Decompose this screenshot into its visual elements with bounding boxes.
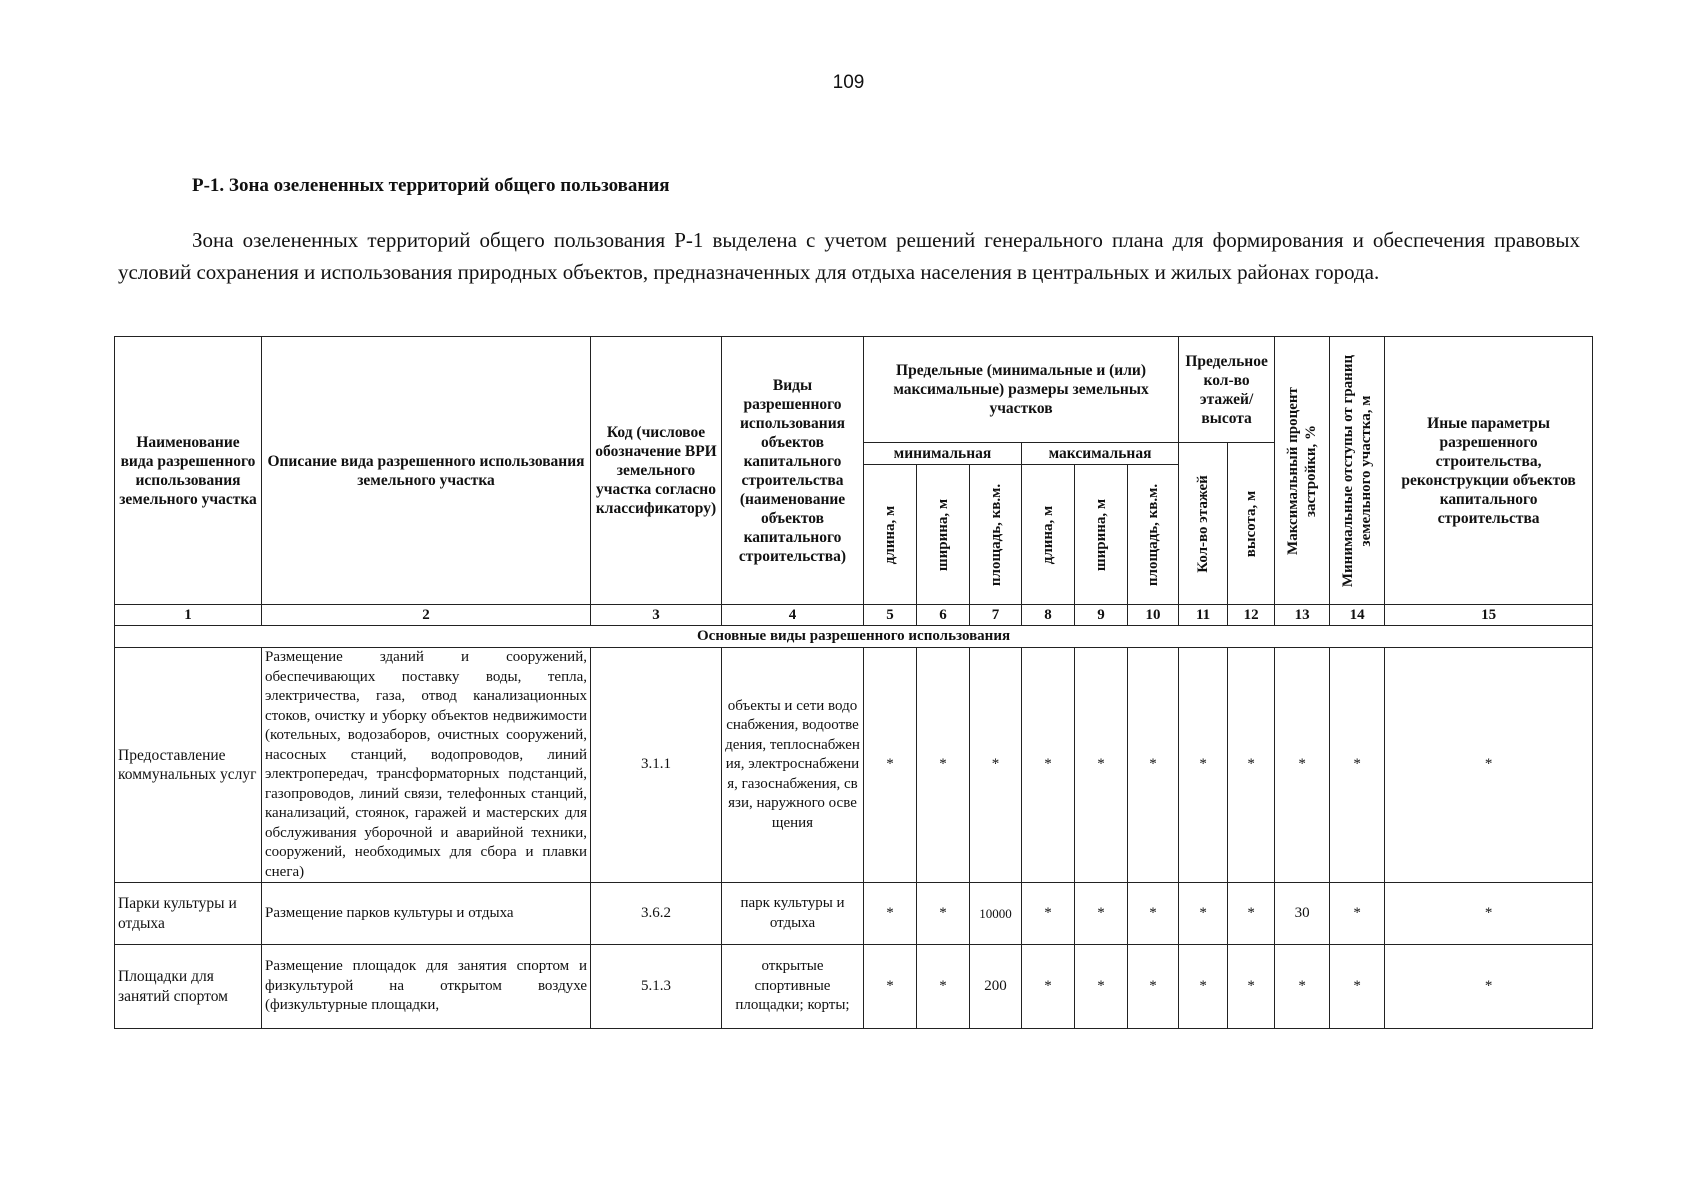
- row-value: *: [1385, 945, 1593, 1029]
- row-value: *: [917, 648, 970, 883]
- column-number: 14: [1330, 605, 1385, 626]
- column-number: 9: [1075, 605, 1128, 626]
- row-value: *: [1128, 945, 1179, 1029]
- row-description: Размещение зданий и сооружений, обеспечивающих поставку воды, тепла, электричества, газа, отвод канализационных стоков, очистку и уборку объектов недвижимости (котельных, водозаборов, очистных сооружений, насосных станций, водопроводов, линий электропередач, трансформаторных подстанций, газопроводов, линий связи, телефонных станций, канализаций, стоянок, гаражей и мастерских для обслуживания уборочной и аварийной техники, сооружений, необходимых для сбора и плавки снега): [262, 648, 591, 883]
- column-number: 4: [722, 605, 864, 626]
- column-number: 10: [1128, 605, 1179, 626]
- header-min-area: [970, 465, 1022, 605]
- page-number: 109: [832, 72, 865, 93]
- row-value: *: [1228, 945, 1275, 1029]
- row-name: Предоставление коммунальных услуг: [115, 648, 262, 883]
- intro-paragraph: Зона озелененных территорий общего пользования Р-1 выделена с учетом решений генерального плана для формирования и обеспечения правовых условий сохранения и использования природных объектов, предназначенных для отдыха населения в центральных и жилых районах города.: [118, 228, 1580, 284]
- column-number: 2: [262, 605, 591, 626]
- row-code: 3.1.1: [591, 648, 722, 883]
- row-objects: объекты и сети водоснабжения, водоотведения, теплоснабжения, электроснабжения, газоснабжения, связи, наружного освещения: [722, 648, 864, 883]
- header-min-setback-label: Минимальные отступы от границ земельного участка, м: [1340, 354, 1375, 587]
- row-value: *: [1022, 945, 1075, 1029]
- header-max-width: [1075, 465, 1128, 605]
- row-value: *: [1275, 648, 1330, 883]
- column-number: 11: [1179, 605, 1228, 626]
- row-value: *: [1022, 648, 1075, 883]
- header-max-area: [1128, 465, 1179, 605]
- header-min-width: [917, 465, 970, 605]
- row-value: *: [1179, 648, 1228, 883]
- header-min-width-label: ширина, м: [935, 498, 951, 571]
- row-value: *: [864, 883, 917, 945]
- header-max-area-label: площадь, кв.м.: [1145, 483, 1162, 586]
- header-min-length: [864, 465, 917, 605]
- section-row: [115, 626, 1593, 648]
- row-value: *: [1075, 945, 1128, 1029]
- row-name: Площадки для занятий спортом: [115, 945, 262, 1029]
- table-header: [115, 337, 1593, 605]
- row-value: *: [1179, 883, 1228, 945]
- row-code: 3.6.2: [591, 883, 722, 945]
- header-other-params: Иные параметры разрешенного строительства, реконструкции объектов капитального строительства: [1385, 337, 1593, 605]
- row-value: *: [1385, 883, 1593, 945]
- row-value: *: [917, 945, 970, 1029]
- column-number: 15: [1385, 605, 1593, 626]
- row-value: *: [1022, 883, 1075, 945]
- row-value: *: [1330, 883, 1385, 945]
- header-min-area-label: площадь, кв.м.: [987, 483, 1004, 586]
- row-name: Парки культуры и отдыха: [115, 883, 262, 945]
- header-min-length-label: длина, м: [882, 505, 898, 564]
- row-value: *: [1179, 945, 1228, 1029]
- row-objects: парк культуры и отдыха: [722, 883, 864, 945]
- row-value: *: [970, 648, 1022, 883]
- header-description: Описание вида разрешенного использования земельного участка: [262, 337, 591, 605]
- column-number: 3: [591, 605, 722, 626]
- row-value: *: [1330, 945, 1385, 1029]
- row-value: *: [1228, 648, 1275, 883]
- header-floors-label: Кол-во этажей: [1195, 474, 1212, 573]
- row-value: *: [1330, 648, 1385, 883]
- row-value: 10000: [970, 883, 1022, 945]
- header-floors-group: Предельное кол-во этажей/ высота: [1179, 337, 1275, 443]
- header-max: максимальная: [1022, 443, 1179, 465]
- row-value: *: [864, 648, 917, 883]
- header-height: [1228, 443, 1275, 605]
- column-number: 8: [1022, 605, 1075, 626]
- row-value: 30: [1275, 883, 1330, 945]
- row-value: *: [1075, 883, 1128, 945]
- header-name: Наименование вида разрешенного использования земельного участка: [115, 337, 262, 605]
- row-value: *: [864, 945, 917, 1029]
- row-value: *: [1128, 648, 1179, 883]
- column-number: 12: [1228, 605, 1275, 626]
- header-max-length-label: длина, м: [1040, 505, 1056, 564]
- header-max-width-label: ширина, м: [1093, 498, 1109, 571]
- header-height-label: высота, м: [1243, 490, 1260, 557]
- section-title: Основные виды разрешенного использования: [115, 626, 1593, 648]
- row-objects: открытые спортивные площадки; корты;: [722, 945, 864, 1029]
- row-value: *: [1275, 945, 1330, 1029]
- column-number: 1: [115, 605, 262, 626]
- zone-parameters-table: [114, 336, 1593, 1029]
- header-plot-sizes: Предельные (минимальные и (или) максимальные) размеры земельных участков: [864, 337, 1179, 443]
- row-value: *: [1385, 648, 1593, 883]
- row-value: *: [1228, 883, 1275, 945]
- header-max-percent: [1275, 337, 1330, 605]
- row-value: *: [917, 883, 970, 945]
- column-number: 7: [970, 605, 1022, 626]
- row-description: Размещение площадок для занятия спортом и физкультурой на открытом воздухе (физкультурные площадки,: [262, 945, 591, 1029]
- section-heading: Р-1. Зона озелененных территорий общего пользования: [192, 175, 670, 196]
- table-row: [115, 648, 1593, 883]
- header-code: Код (числовое обозначение ВРИ земельного участка согласно классификатору): [591, 337, 722, 605]
- column-number: 13: [1275, 605, 1330, 626]
- column-number-row: [115, 605, 1593, 626]
- header-min-setback: [1330, 337, 1385, 605]
- column-number: 6: [917, 605, 970, 626]
- header-max-length: [1022, 465, 1075, 605]
- table-row: [115, 883, 1593, 945]
- row-description: Размещение парков культуры и отдыха: [262, 883, 591, 945]
- column-number: 5: [864, 605, 917, 626]
- header-objects: Виды разрешенного использования объектов капитального строительства (наименование объектов капитального строительства): [722, 337, 864, 605]
- header-min: минимальная: [864, 443, 1022, 465]
- table-row: [115, 945, 1593, 1029]
- row-value: *: [1075, 648, 1128, 883]
- header-max-percent-label: Максимальный процент застройки, %: [1285, 386, 1320, 555]
- header-floors: [1179, 443, 1228, 605]
- row-code: 5.1.3: [591, 945, 722, 1029]
- row-value: 200: [970, 945, 1022, 1029]
- row-value: *: [1128, 883, 1179, 945]
